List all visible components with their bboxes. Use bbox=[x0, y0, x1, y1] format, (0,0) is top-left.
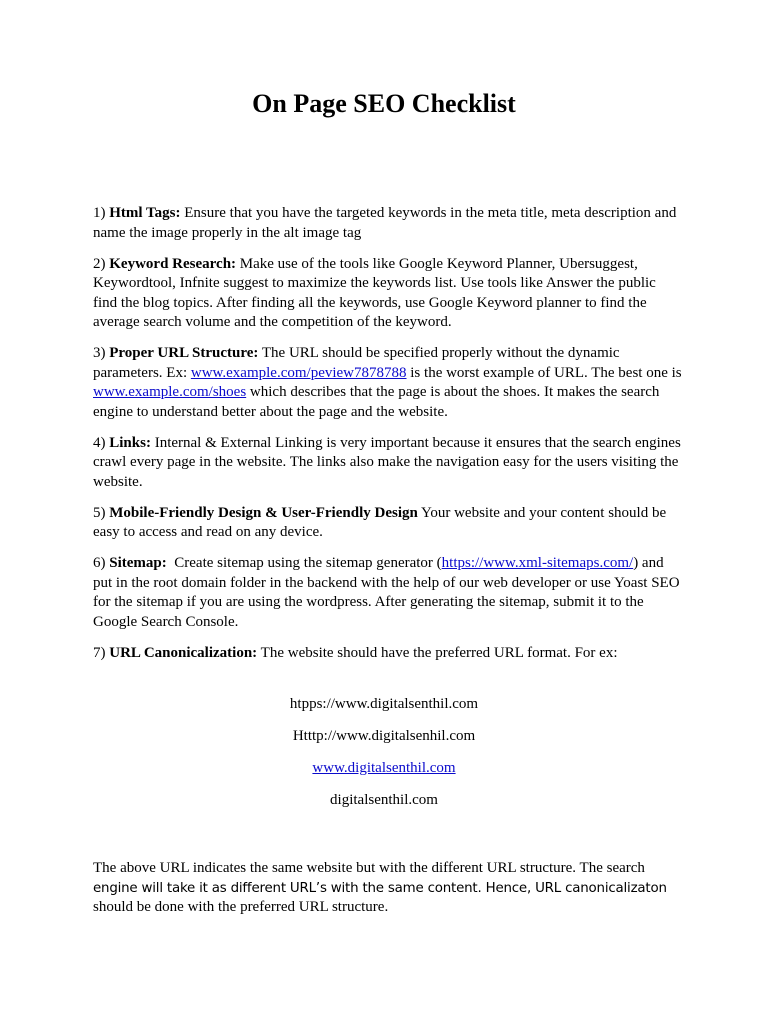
url-example: htpps://www.digitalsenthil.com bbox=[289, 696, 479, 712]
item-heading: URL Canonicalization: bbox=[109, 644, 258, 661]
closing-line: The above URL indicates the same website but with the different URL structure. The search bbox=[93, 860, 645, 876]
example-bad-url-link[interactable]: www.example.com/peview7878788 bbox=[190, 364, 407, 381]
item-number: 5) bbox=[93, 504, 110, 521]
checklist-item-url-structure bbox=[93, 344, 683, 422]
item-heading: Mobile-Friendly Design & User-Friendly Design bbox=[109, 504, 418, 521]
item-text: is the worst example of URL. The best one is bbox=[406, 364, 682, 381]
checklist-item-html-tags bbox=[93, 204, 683, 243]
item-number: 3) bbox=[93, 345, 110, 361]
page-title: On Page SEO Checklist bbox=[252, 89, 516, 118]
url-examples bbox=[0, 694, 768, 822]
item-heading: Proper URL Structure: bbox=[109, 345, 259, 361]
item-heading: Sitemap: bbox=[109, 555, 167, 571]
closing-line: should be done with the preferred URL structure. bbox=[93, 899, 389, 915]
sitemap-generator-link[interactable]: https://www.xml-sitemaps.com/ bbox=[441, 555, 634, 571]
url-example: Htttp://www.digitalsenhil.com bbox=[292, 728, 476, 744]
item-text: The URL should be specified properly without the dynamic parameters. Ex: bbox=[93, 345, 620, 381]
closing-line: engine will take it as different URL’s with the same content. Hence, URL canonicalizaton bbox=[93, 880, 667, 896]
item-text: Your website and your content should be easy to access and read on any device. bbox=[93, 504, 667, 540]
checklist-item-keyword-research bbox=[93, 255, 683, 333]
url-example: digitalsenthil.com bbox=[330, 792, 438, 808]
item-heading: Html Tags: bbox=[109, 205, 181, 221]
item-number: 1) bbox=[93, 205, 110, 221]
item-text: Make use of the tools like Google Keyword Planner, Ubersuggest, Keywordtool, Infnite suggest to maximize the keywords list. Use tools like Answer the public find the blog topics. After finding all the keywords, use Google Keyword planner to find the average search volume and the competition of the keyword. bbox=[93, 255, 656, 330]
item-heading: Keyword Research: bbox=[109, 255, 237, 272]
example-good-url-link[interactable]: www.example.com/shoes bbox=[93, 384, 247, 400]
checklist-item-mobile-friendly bbox=[93, 504, 683, 543]
checklist-body bbox=[93, 204, 683, 675]
checklist-item-sitemap bbox=[93, 554, 683, 632]
item-number: 7) bbox=[93, 644, 110, 661]
item-number: 6) bbox=[93, 555, 110, 571]
item-text: Internal & External Linking is very important because it ensures that the search engines crawl every page in the website. The links also make the navigation easy for the users visiting the website. bbox=[93, 434, 681, 490]
url-example-link-row bbox=[0, 758, 768, 790]
item-text: Ensure that you have the targeted keywords in the meta title, meta description and name the image properly in the alt image tag bbox=[93, 205, 677, 241]
item-number: 4) bbox=[93, 434, 110, 451]
checklist-item-links bbox=[93, 434, 683, 493]
url-example-link[interactable]: www.digitalsenthil.com bbox=[312, 760, 456, 776]
item-heading: Links: bbox=[109, 434, 151, 451]
closing-paragraph bbox=[93, 859, 683, 918]
item-text: ) and put in the root domain folder in the backend with the help of our web developer or use Yoast SEO for the sitemap if you are using the wordpress. After generating the sitemap, submit it to the Google Search Console. bbox=[93, 555, 680, 630]
checklist-item-canonicalization bbox=[93, 644, 683, 664]
item-text: Create sitemap using the sitemap generator ( bbox=[166, 555, 442, 571]
item-text: The website should have the preferred URL format. For ex: bbox=[257, 644, 618, 661]
item-number: 2) bbox=[93, 255, 110, 272]
item-text: which describes that the page is about the shoes. It makes the search engine to understand better about the page and the website. bbox=[93, 384, 660, 420]
